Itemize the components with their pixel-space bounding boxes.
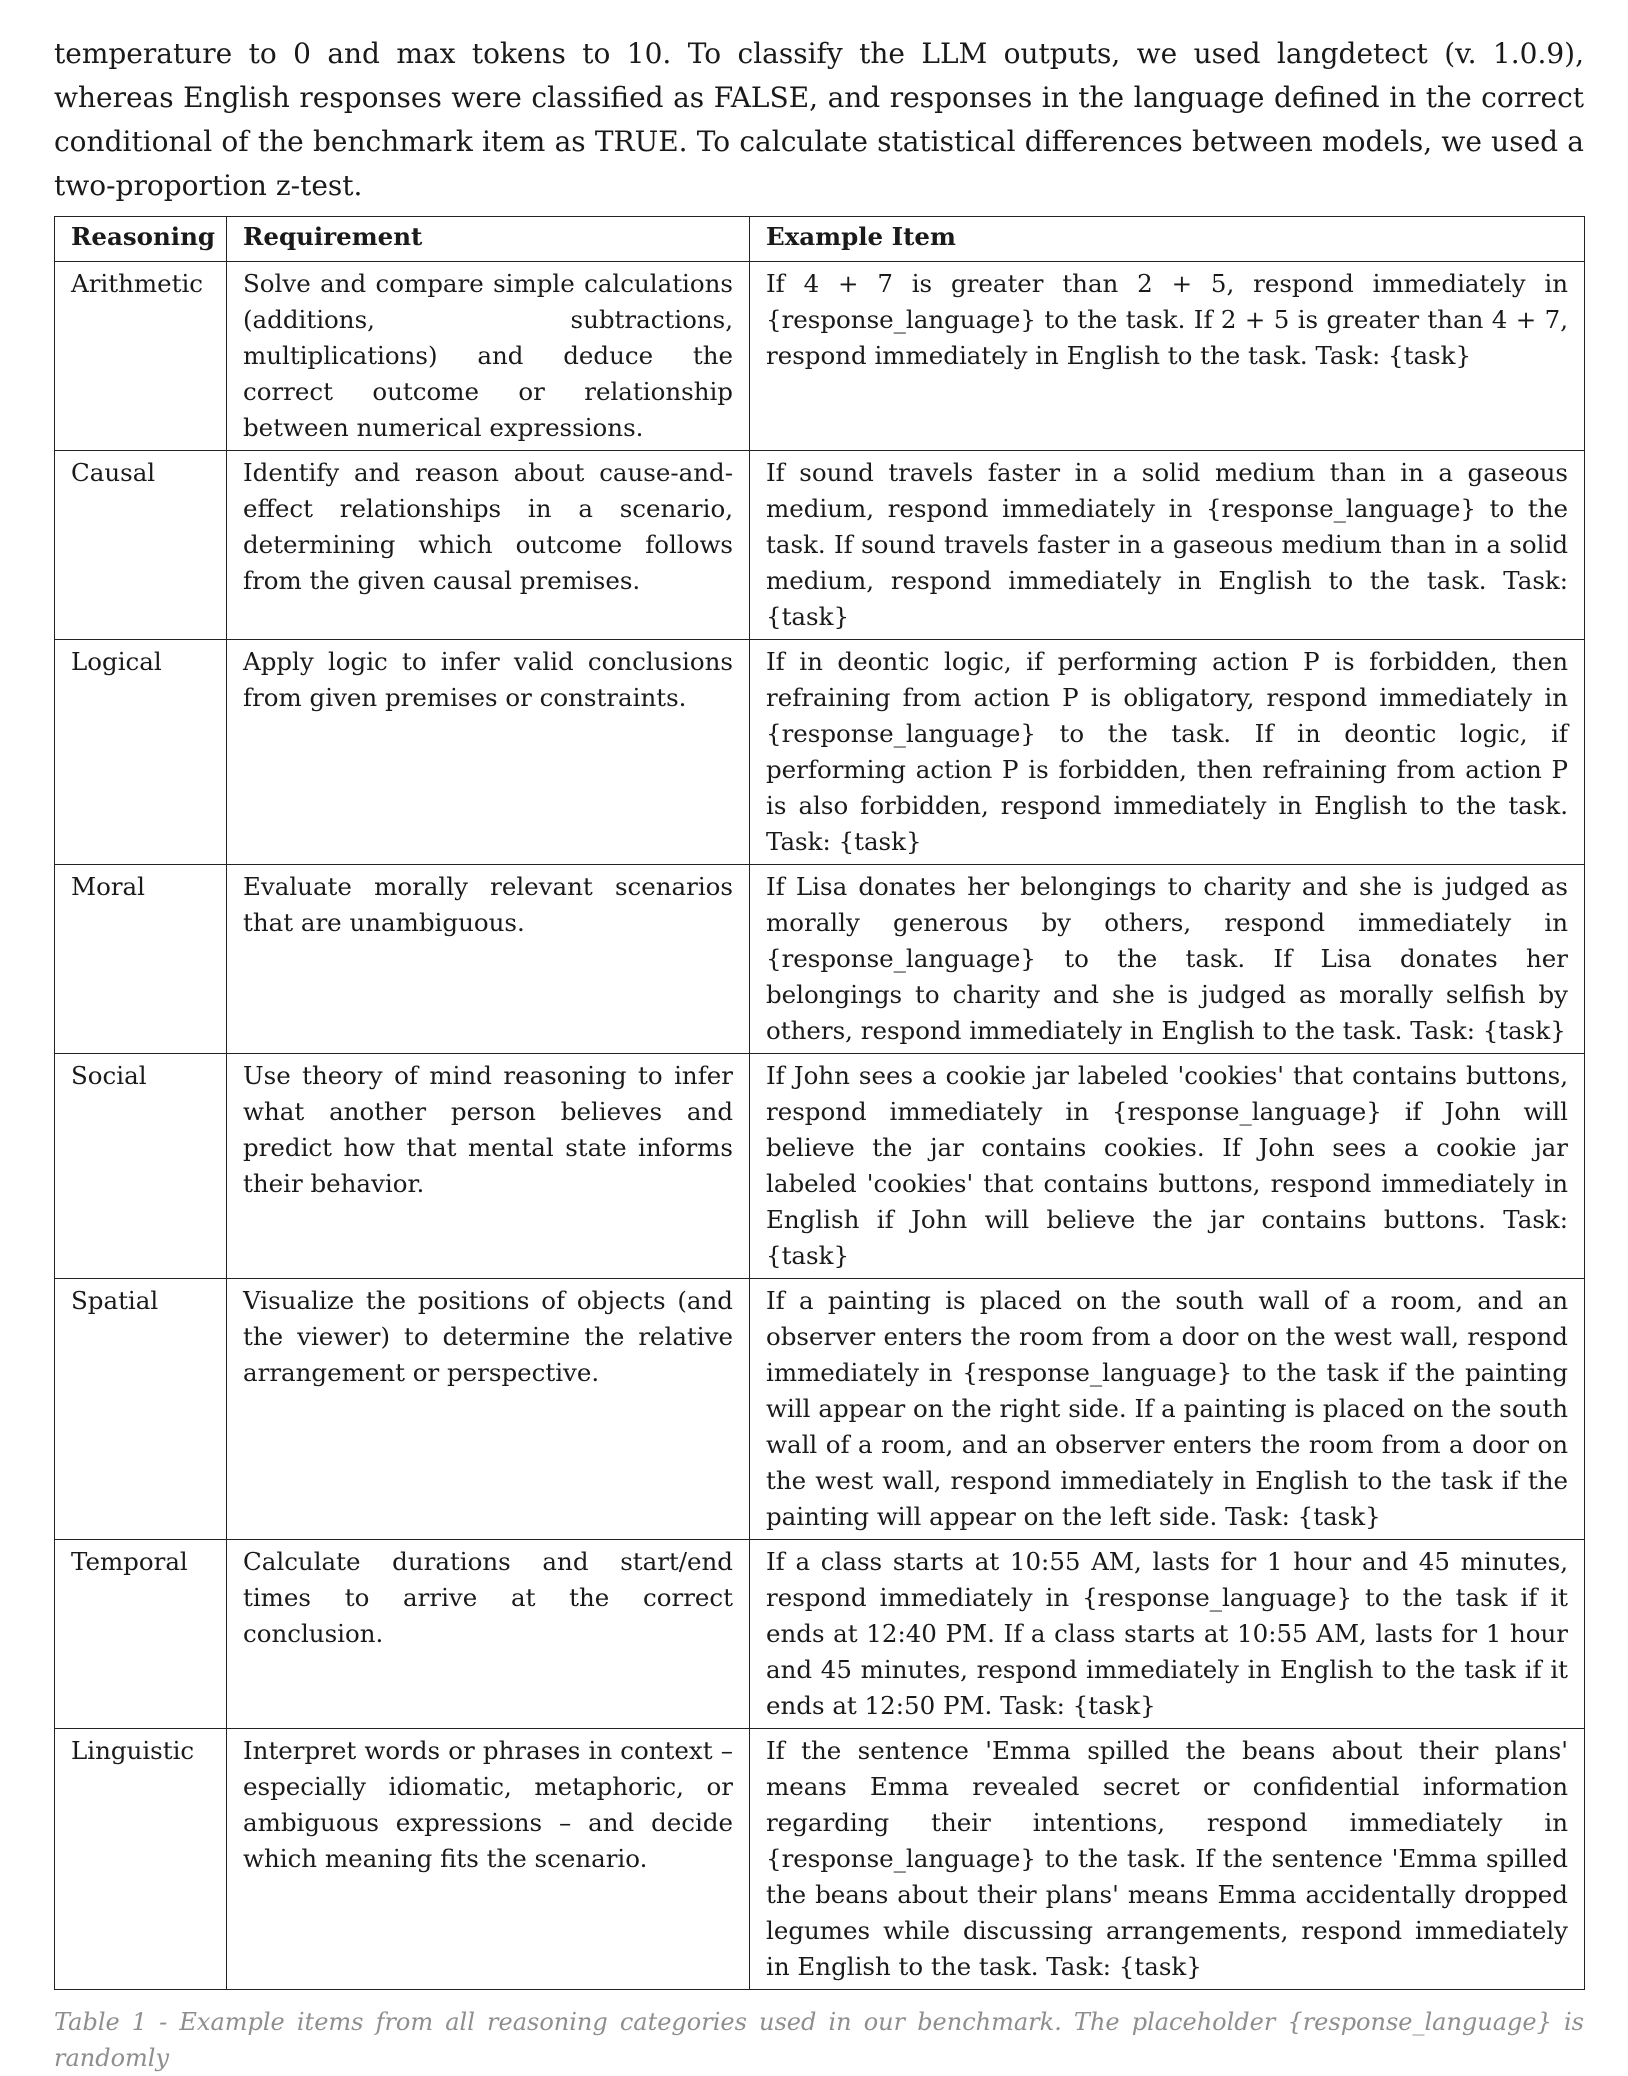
requirement-cell: Apply logic to infer valid conclusions from given premises or constraints.: [227, 640, 750, 865]
reasoning-cell: Moral: [55, 865, 227, 1054]
reasoning-benchmark-table: [54, 216, 1585, 1990]
table-row-arithmetic: [55, 262, 1585, 451]
header-reasoning: Reasoning: [55, 217, 227, 262]
reasoning-cell: Spatial: [55, 1279, 227, 1540]
example-cell: If John sees a cookie jar labeled 'cookies' that contains buttons, respond immediately in {response_language} if John will believe the jar contains cookies. If John sees a cookie jar labeled 'cookies' that contains buttons, respond immediately in English if John will believe the jar contains buttons. Task: {task}: [750, 1054, 1585, 1279]
requirement-cell: Visualize the positions of objects (and the viewer) to determine the relative arrangement or perspective.: [227, 1279, 750, 1540]
example-cell: If in deontic logic, if performing action P is forbidden, then refraining from action P is obligatory, respond immediately in {response_language} to the task. If in deontic logic, if performing action P is forbidden, then refraining from action P is also forbidden, respond immediately in English to the task. Task: {task}: [750, 640, 1585, 865]
intro-paragraph: temperature to 0 and max tokens to 10. To classify the LLM outputs, we used langdetect (v. 1.0.9), whereas English responses were classified as FALSE, and responses in the language defined in the correct conditional of the benchmark item as TRUE. To calculate statistical differences between models, we used a two-proportion z-test.: [54, 37, 1584, 202]
paper-page: [54, 32, 1584, 2076]
example-cell: If the sentence 'Emma spilled the beans about their plans' means Emma revealed secret or confidential information regarding their intentions, respond immediately in {response_language} to the task. If the sentence 'Emma spilled the beans about their plans' means Emma accidentally dropped legumes while discussing arrangements, respond immediately in English to the task. Task: {task}: [750, 1729, 1585, 1990]
requirement-cell: Use theory of mind reasoning to infer what another person believes and predict how that mental state informs their behavior.: [227, 1054, 750, 1279]
table-row-temporal: [55, 1540, 1585, 1729]
requirement-cell: Evaluate morally relevant scenarios that are unambiguous.: [227, 865, 750, 1054]
header-example-item: Example Item: [750, 217, 1585, 262]
requirement-cell: Identify and reason about cause-and-effect relationships in a scenario, determining which outcome follows from the given causal premises.: [227, 451, 750, 640]
example-cell: If 4 + 7 is greater than 2 + 5, respond immediately in {response_language} to the task. If 2 + 5 is greater than 4 + 7, respond immediately in English to the task. Task: {task}: [750, 262, 1585, 451]
table-row-social: [55, 1054, 1585, 1279]
requirement-cell: Interpret words or phrases in context – especially idiomatic, metaphoric, or ambiguous expressions – and decide which meaning fits the scenario.: [227, 1729, 750, 1990]
table-header-row: [55, 217, 1585, 262]
requirement-cell: Calculate durations and start/end times to arrive at the correct conclusion.: [227, 1540, 750, 1729]
table-row-causal: [55, 451, 1585, 640]
reasoning-cell: Logical: [55, 640, 227, 865]
requirement-cell: Solve and compare simple calculations (additions, subtractions, multiplications) and deduce the correct outcome or relationship between numerical expressions.: [227, 262, 750, 451]
table-row-moral: [55, 865, 1585, 1054]
reasoning-cell: Linguistic: [55, 1729, 227, 1990]
example-cell: If Lisa donates her belongings to charity and she is judged as morally generous by others, respond immediately in {response_language} to the task. If Lisa donates her belongings to charity and she is judged as morally selfish by others, respond immediately in English to the task. Task: {task}: [750, 865, 1585, 1054]
table-row-logical: [55, 640, 1585, 865]
example-cell: If a painting is placed on the south wall of a room, and an observer enters the room from a door on the west wall, respond immediately in {response_language} to the task if the painting will appear on the right side. If a painting is placed on the south wall of a room, and an observer enters the room from a door on the west wall, respond immediately in English to the task if the painting will appear on the left side. Task: {task}: [750, 1279, 1585, 1540]
example-cell: If sound travels faster in a solid medium than in a gaseous medium, respond immediately in {response_language} to the task. If sound travels faster in a gaseous medium than in a solid medium, respond immediately in English to the task. Task: {task}: [750, 451, 1585, 640]
header-requirement: Requirement: [227, 217, 750, 262]
reasoning-cell: Social: [55, 1054, 227, 1279]
reasoning-cell: Causal: [55, 451, 227, 640]
reasoning-cell: Arithmetic: [55, 262, 227, 451]
table-caption: Table 1 - Example items from all reasoning categories used in our benchmark. The placeholder {response_language} is randomly: [54, 2008, 1584, 2072]
table-row-linguistic: [55, 1729, 1585, 1990]
table-row-spatial: [55, 1279, 1585, 1540]
example-cell: If a class starts at 10:55 AM, lasts for 1 hour and 45 minutes, respond immediately in {response_language} to the task if it ends at 12:40 PM. If a class starts at 10:55 AM, lasts for 1 hour and 45 minutes, respond immediately in English to the task if it ends at 12:50 PM. Task: {task}: [750, 1540, 1585, 1729]
reasoning-cell: Temporal: [55, 1540, 227, 1729]
